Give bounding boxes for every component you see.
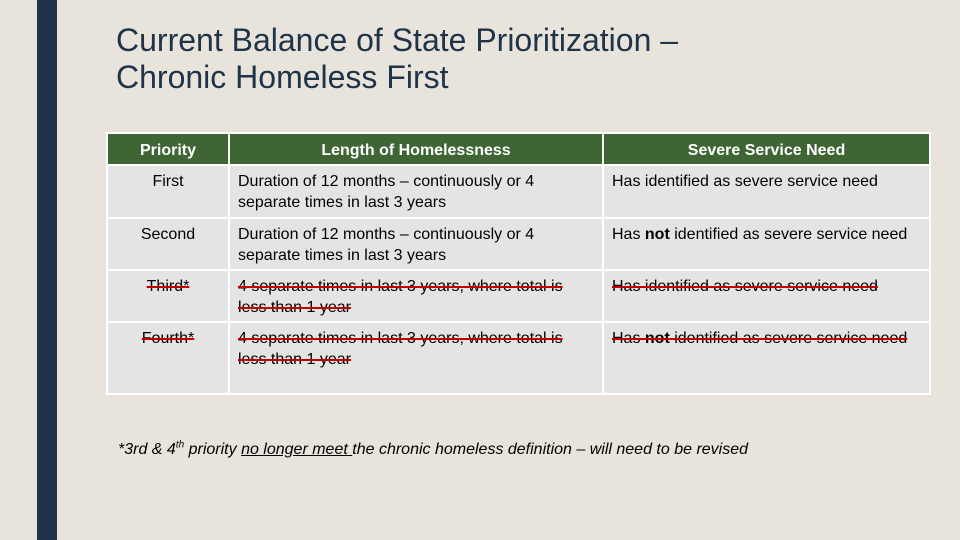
service-need-text-start: Has [612, 330, 645, 347]
priority-table [106, 132, 931, 395]
service-need-cell [603, 322, 930, 394]
length-cell [229, 322, 603, 394]
header-priority: Priority [107, 133, 229, 165]
service-need-cell [603, 218, 930, 270]
table-row-struck [107, 322, 930, 394]
table-header-row [107, 133, 930, 165]
priority-cell [107, 270, 229, 322]
left-accent-bar [37, 0, 57, 540]
table-row [107, 218, 930, 270]
footnote [118, 440, 748, 460]
struck-priority-text: Third* [146, 278, 190, 295]
length-cell: Duration of 12 months – continuously or 4 separate times in last 3 years [229, 218, 603, 270]
struck-priority-text: Fourth* [141, 330, 195, 347]
struck-length-text: 4 separate times in last 3 years, where total is less than 1 year [238, 278, 563, 316]
priority-cell: First [107, 165, 229, 218]
footnote-superscript: th [175, 439, 185, 451]
slide-title [116, 22, 916, 96]
table-row [107, 165, 930, 218]
priority-cell: Second [107, 218, 229, 270]
service-need-text: Has identified as severe service need [612, 173, 878, 190]
priority-cell [107, 322, 229, 394]
footnote-prefix: *3rd & 4 [118, 441, 176, 458]
footnote-suffix: the chronic homeless definition – will need to be revised [352, 441, 749, 458]
service-need-emphasis: not [644, 330, 670, 347]
struck-length-text: 4 separate times in last 3 years, where total is less than 1 year [238, 330, 563, 368]
service-need-text-end: identified as severe service need [669, 226, 908, 243]
header-severe-service-need: Severe Service Need [603, 133, 930, 165]
table-row-struck [107, 270, 930, 322]
header-length-of-homelessness: Length of Homelessness [229, 133, 603, 165]
slide-title-line-2: Chronic Homeless First [116, 59, 449, 95]
slide-title-line-1: Current Balance of State Prioritization – [116, 22, 679, 58]
length-cell [229, 270, 603, 322]
service-need-cell [603, 165, 930, 218]
struck-service-need-text [612, 330, 907, 347]
service-need-emphasis: not [644, 226, 670, 243]
struck-service-need-text: Has identified as severe service need [612, 278, 878, 295]
service-need-text-start: Has [612, 226, 645, 243]
footnote-middle: priority [184, 441, 242, 458]
footnote-underlined: no longer meet [241, 441, 353, 458]
service-need-cell [603, 270, 930, 322]
service-need-text-end: identified as severe service need [669, 330, 908, 347]
length-cell: Duration of 12 months – continuously or 4 separate times in last 3 years [229, 165, 603, 218]
